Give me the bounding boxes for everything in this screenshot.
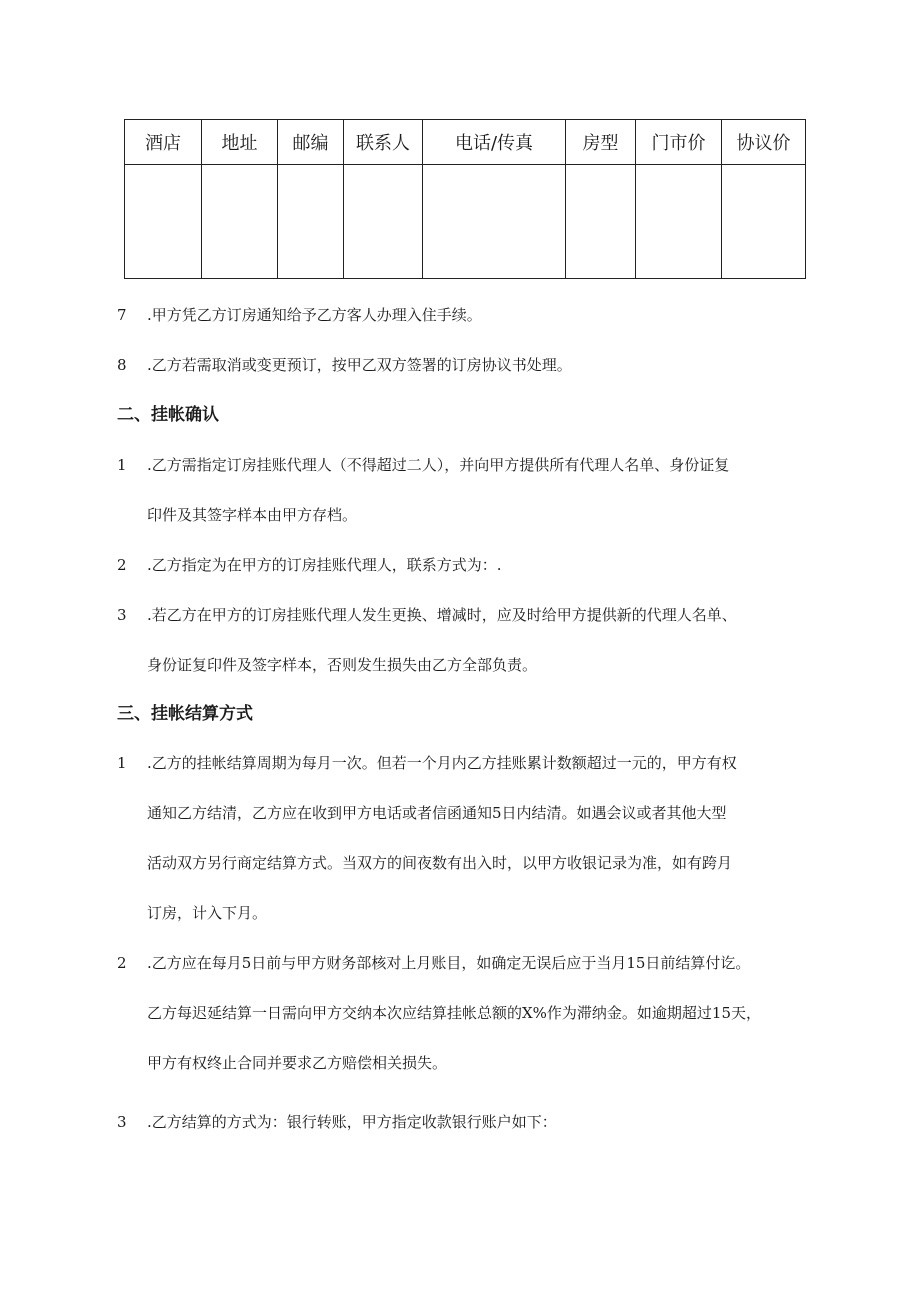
header-hotel: 酒店 [125,120,202,165]
table-cell [125,165,202,279]
item-text: .乙方应在每月5日前与甲方财务部核对上月账目，如确定无误后应于当月15日前结算付讫。 [147,954,751,972]
section-2-title: 二、挂帐确认 [117,405,219,425]
section-2-item-2 [117,555,502,575]
section-3-item-1 [117,753,737,773]
item-number: 3 [117,1113,127,1131]
item-text: .乙方的挂帐结算周期为每月一次。但若一个月内乙方挂账累计数额超过一元的，甲方有权 [147,754,737,772]
header-contact: 联系人 [344,120,423,165]
table-cell [636,165,722,279]
item-number: 7 [117,306,127,324]
header-address: 地址 [202,120,278,165]
header-postcode: 邮编 [278,120,344,165]
item-continuation: 活动双方另行商定结算方式。当双方的间夜数有出入时，以甲方收银记录为准，如有跨月 [147,854,733,872]
section-2-item-3 [117,605,737,625]
section-3-title: 三、挂帐结算方式 [117,704,253,724]
item-continuation: 乙方每迟延结算一日需向甲方交纳本次应结算挂帐总额的X%作为滞纳金。如逾期超过15天， [147,1004,762,1022]
item-text: .乙方若需取消或变更预订，按甲乙双方签署的订房协议书处理。 [147,356,572,374]
item-number: 2 [117,556,127,574]
table-cell [278,165,344,279]
item-text: .乙方结算的方式为：银行转账，甲方指定收款银行账户如下： [147,1113,557,1131]
item-number: 1 [117,456,127,474]
item-7 [117,305,482,325]
header-phone-fax: 电话/传真 [423,120,566,165]
section-3-item-3 [117,1112,557,1132]
table-cell [202,165,278,279]
item-continuation: 身份证复印件及签字样本，否则发生损失由乙方全部负责。 [147,656,538,674]
item-8 [117,355,572,375]
item-text: .乙方指定为在甲方的订房挂账代理人，联系方式为：. [147,556,502,574]
item-continuation: 甲方有权终止合同并要求乙方赔偿相关损失。 [147,1054,448,1072]
item-continuation: 印件及其签字样本由甲方存档。 [147,506,358,524]
table-header-row [125,120,806,165]
table-row [125,165,806,279]
item-text: .乙方需指定订房挂账代理人（不得超过二人），并向甲方提供所有代理人名单、身份证复 [147,456,730,474]
item-number: 3 [117,606,127,624]
header-room-type: 房型 [566,120,636,165]
table-cell [344,165,423,279]
table-cell [566,165,636,279]
item-text: .甲方凭乙方订房通知给予乙方客人办理入住手续。 [147,306,482,324]
item-continuation: 通知乙方结清，乙方应在收到甲方电话或者信函通知5日内结清。如遇会议或者其他大型 [147,804,727,822]
section-2-item-1 [117,455,729,475]
header-agreed-rate: 协议价 [722,120,806,165]
item-text: .若乙方在甲方的订房挂账代理人发生更换、增减时，应及时给甲方提供新的代理人名单、 [147,606,737,624]
item-continuation: 订房，计入下月。 [147,904,268,922]
hotel-info-table [124,119,806,279]
table-cell [423,165,566,279]
header-rack-rate: 门市价 [636,120,722,165]
item-number: 1 [117,754,127,772]
table-cell [722,165,806,279]
section-3-item-2 [117,953,750,973]
item-number: 8 [117,356,127,374]
item-number: 2 [117,954,127,972]
